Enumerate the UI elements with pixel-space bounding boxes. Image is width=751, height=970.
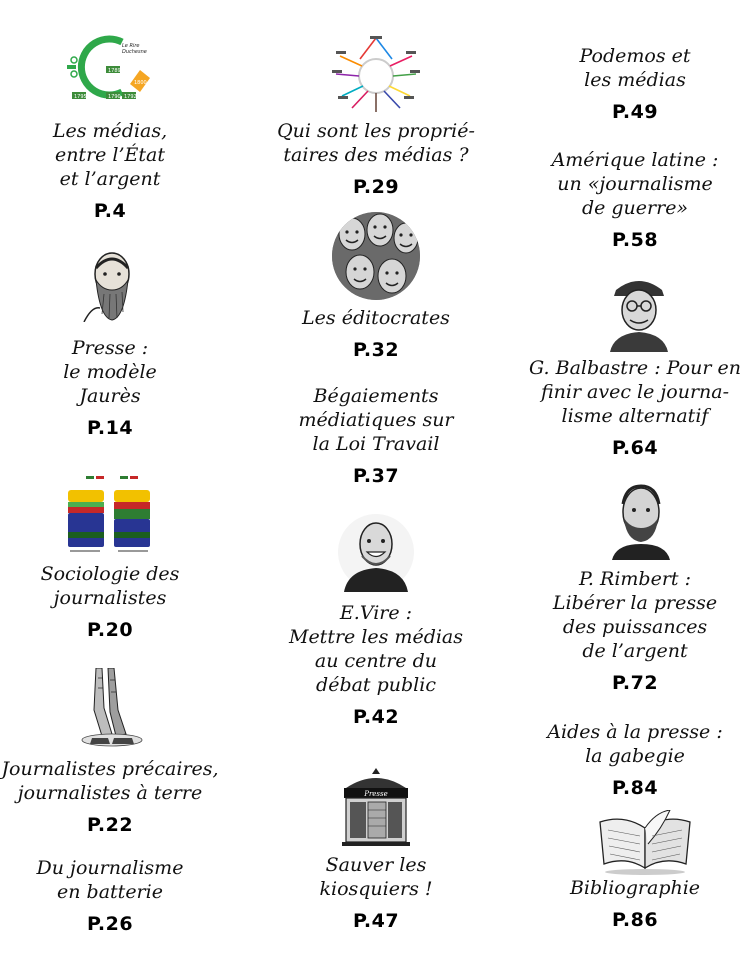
balbastre-portrait: [604, 270, 674, 352]
toc-entry-proprietaires[interactable]: [266, 119, 486, 199]
toc-entry-sociologie[interactable]: [10, 562, 210, 642]
entry-title: Aides à la presse : la gabegie: [547, 721, 723, 767]
toc-entry-editocrates[interactable]: [266, 306, 486, 362]
vire-portrait: [336, 512, 416, 592]
entry-title: Les médias, entre l’État et l’argent: [52, 120, 168, 190]
toc-entry-begaiements[interactable]: [266, 384, 486, 488]
page-number: P.72: [611, 672, 659, 694]
page-number: P.14: [86, 417, 134, 439]
rimbert-portrait: [606, 478, 676, 560]
svg-text:Presse: Presse: [364, 790, 388, 798]
svg-text:1800: 1800: [134, 80, 147, 86]
jaures-portrait: [76, 246, 148, 322]
kiosk-illustration: [338, 766, 414, 850]
entry-title: Sauver les kiosquiers !: [319, 854, 433, 900]
entry-title: Du journalisme en batterie: [36, 857, 184, 903]
entry-title: Qui sont les proprié- taires des médias ?: [277, 120, 475, 166]
page-number: P.29: [352, 176, 400, 198]
entry-title: Podemos et les médias: [579, 45, 691, 91]
entry-title: E.Vire : Mettre les médias au centre du débat public: [288, 602, 464, 696]
media-owners-diagram: [330, 34, 422, 114]
entry-title: G. Balbastre : Pour en finir avec le journa- lisme alternatif: [529, 357, 741, 427]
toc-entry-precaires[interactable]: [0, 757, 220, 837]
svg-text:Le Rire: Le Rire: [122, 43, 140, 49]
entry-title: P. Rimbert : Libérer la presse des puissances de l’argent: [552, 568, 718, 662]
metro-map-illustration: [62, 34, 158, 104]
page-number: P.84: [611, 777, 659, 799]
sociology-bar-chart: [66, 474, 158, 560]
toc-entry-medias-etat[interactable]: [10, 119, 210, 223]
page-number: P.58: [611, 229, 659, 251]
page-number: P.42: [352, 706, 400, 728]
toc-entry-rimbert[interactable]: [525, 567, 745, 695]
page-number: P.47: [352, 910, 400, 932]
open-book-illustration: [596, 810, 694, 876]
svg-text:1792: 1792: [124, 94, 137, 100]
precarious-legs-illustration: [72, 668, 152, 750]
page-number: P.26: [86, 913, 134, 935]
toc-entry-kiosquiers[interactable]: [266, 853, 486, 933]
svg-text:1795: 1795: [74, 94, 87, 100]
entry-title: Presse : le modèle Jaurès: [63, 337, 157, 407]
toc-entry-amerique[interactable]: [525, 148, 745, 252]
toc-entry-bibliographie[interactable]: [525, 876, 745, 932]
page-number: P.64: [611, 437, 659, 459]
page-number: P.86: [611, 909, 659, 931]
svg-text:1790: 1790: [108, 94, 121, 100]
editocrates-faces: [332, 212, 420, 300]
toc-entry-podemos[interactable]: [525, 44, 745, 124]
page-number: P.4: [93, 200, 127, 222]
toc-entry-vire[interactable]: [266, 601, 486, 729]
entry-title: Les éditocrates: [302, 307, 450, 329]
entry-title: Bibliographie: [569, 877, 701, 899]
page-number: P.32: [352, 339, 400, 361]
page-number: P.37: [352, 465, 400, 487]
toc-entry-jaures[interactable]: [10, 336, 210, 440]
page-number: P.20: [86, 619, 134, 641]
svg-text:1789: 1789: [108, 68, 121, 74]
toc-entry-batterie[interactable]: [10, 856, 210, 936]
toc-entry-balbastre[interactable]: [520, 356, 750, 460]
toc-entry-aides[interactable]: [525, 720, 745, 800]
page-number: P.49: [611, 101, 659, 123]
page-number: P.22: [86, 814, 134, 836]
svg-text:Duchesne: Duchesne: [122, 49, 147, 55]
entry-title: Journalistes précaires, journalistes à terre: [1, 758, 219, 804]
entry-title: Bégaiements médiatiques sur la Loi Travail: [298, 385, 454, 455]
entry-title: Sociologie des journalistes: [40, 563, 180, 609]
entry-title: Amérique latine : un «journalisme de guerre»: [551, 149, 719, 219]
